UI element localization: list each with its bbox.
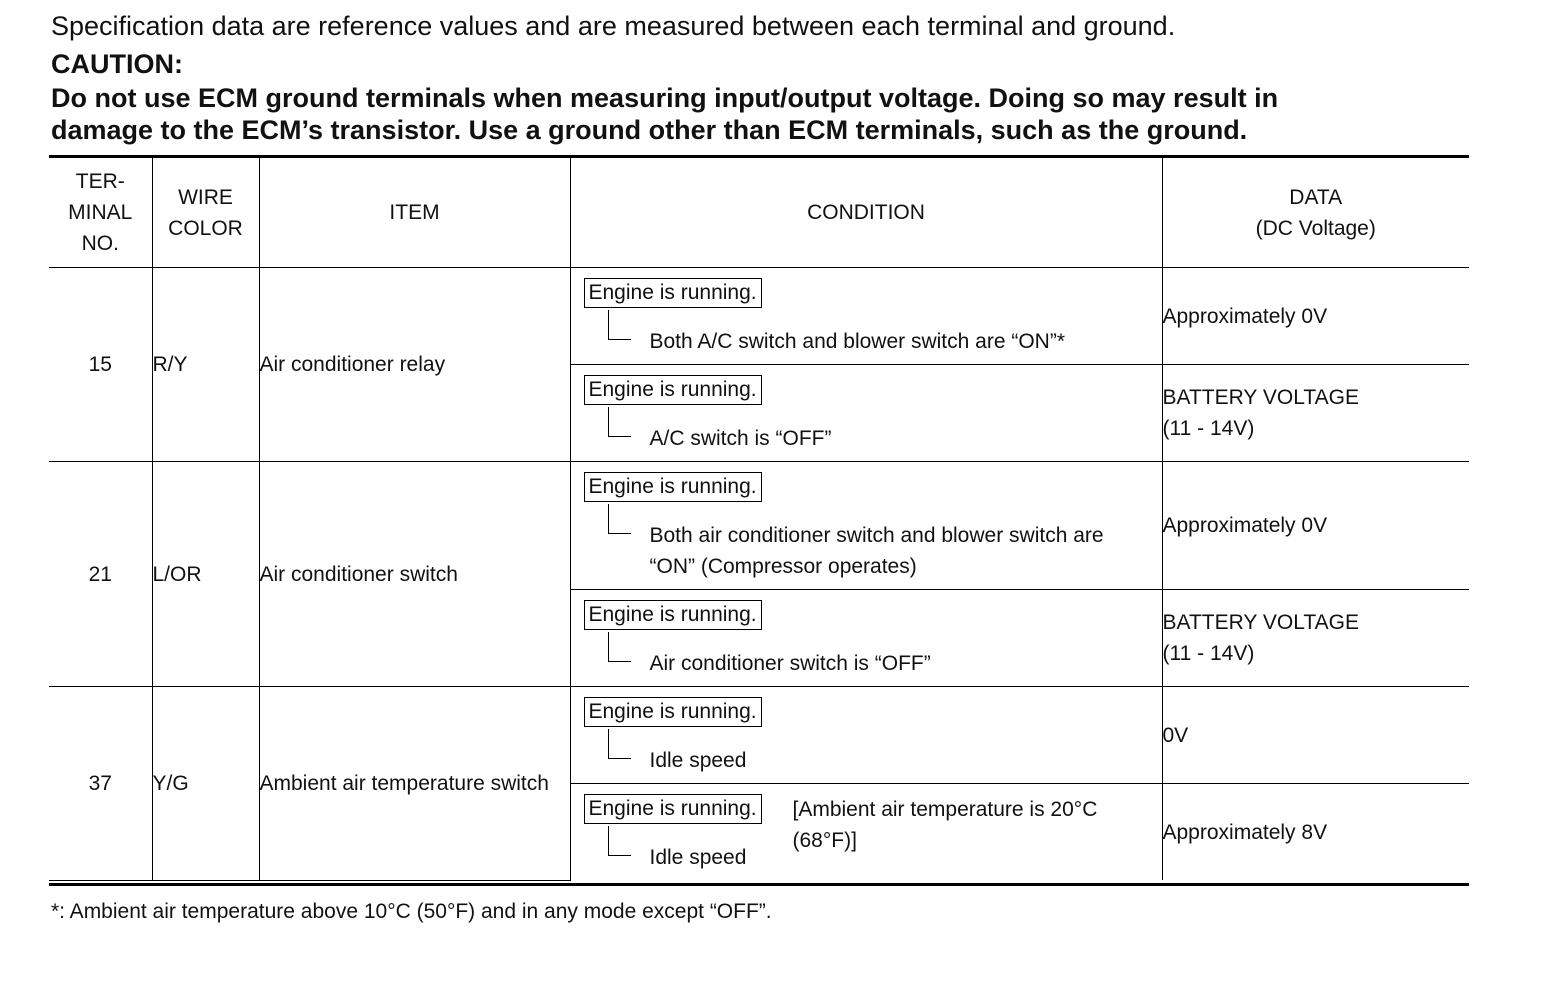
- engine-running-box: Engine is running.: [584, 600, 762, 630]
- table-row: [49, 687, 1469, 784]
- condition-detail: Idle speed: [649, 846, 747, 869]
- ecm-terminal-table: [49, 158, 1469, 881]
- condition-cell: [570, 462, 1162, 590]
- wire-color: Y/G: [152, 687, 259, 881]
- header-terminal-no: TER- MINAL NO.: [49, 158, 152, 268]
- header-condition: CONDITION: [570, 158, 1162, 268]
- header-wire-color: WIRE COLOR: [152, 158, 259, 268]
- condition-detail: Air conditioner switch is “OFF”: [649, 652, 931, 675]
- condition-detail: A/C switch is “OFF”: [649, 427, 832, 450]
- caution-title: CAUTION:: [51, 49, 183, 79]
- engine-running-box: Engine is running.: [584, 375, 762, 405]
- condition-detail: Both air conditioner switch and blower switch are “ON” (Compressor operates): [649, 524, 1104, 578]
- footnote: *: Ambient air temperature above 10°C (50°F) and in any mode except “OFF”.: [51, 900, 772, 923]
- table-row: [49, 268, 1469, 365]
- item-name: Air conditioner relay: [259, 268, 570, 462]
- condition-cell: [570, 590, 1162, 687]
- condition-cell: [570, 784, 1162, 881]
- condition-note: [Ambient air temperature is 20°C (68°F)]: [792, 798, 1098, 852]
- engine-running-box: Engine is running.: [584, 278, 762, 308]
- tree-connector: [608, 407, 609, 437]
- engine-running-box: Engine is running.: [584, 794, 762, 824]
- caution-line-1: Do not use ECM ground terminals when measuring input/output voltage. Doing so may result in: [51, 83, 1279, 113]
- condition-cell: [570, 687, 1162, 784]
- terminal-number: 37: [49, 687, 152, 881]
- caution-line-2: damage to the ECM’s transistor. Use a ground other than ECM terminals, such as the ground.: [51, 115, 1248, 145]
- header-item: ITEM: [259, 158, 570, 268]
- condition-cell: [570, 268, 1162, 365]
- terminal-number: 21: [49, 462, 152, 687]
- condition-detail: Idle speed: [649, 749, 747, 772]
- data-value: Approximately 0V: [1162, 268, 1469, 365]
- data-value: 0V: [1162, 687, 1469, 784]
- data-value: Approximately 8V: [1162, 784, 1469, 881]
- data-value: BATTERY VOLTAGE (11 - 14V): [1162, 590, 1469, 687]
- tree-connector: [608, 504, 609, 534]
- table-header-row: [49, 158, 1469, 268]
- engine-running-box: Engine is running.: [584, 697, 762, 727]
- intro-text: Specification data are reference values and are measured between each terminal and ground.: [51, 11, 1176, 41]
- condition-detail: Both A/C switch and blower switch are “ON”*: [649, 330, 1065, 353]
- table-bottom-rule: [49, 883, 1469, 886]
- tree-connector: [608, 632, 609, 662]
- wire-color: R/Y: [152, 268, 259, 462]
- data-value: Approximately 0V: [1162, 462, 1469, 590]
- data-value: BATTERY VOLTAGE (11 - 14V): [1162, 365, 1469, 462]
- tree-connector: [608, 826, 609, 856]
- header-data: DATA (DC Voltage): [1162, 158, 1469, 268]
- table-row: [49, 462, 1469, 590]
- tree-connector: [608, 310, 609, 340]
- engine-running-box: Engine is running.: [584, 472, 762, 502]
- condition-cell: [570, 365, 1162, 462]
- wire-color: L/OR: [152, 462, 259, 687]
- item-name: Ambient air temperature switch: [259, 687, 570, 881]
- item-name: Air conditioner switch: [259, 462, 570, 687]
- tree-connector: [608, 729, 609, 759]
- caution-text: [51, 82, 1278, 146]
- terminal-number: 15: [49, 268, 152, 462]
